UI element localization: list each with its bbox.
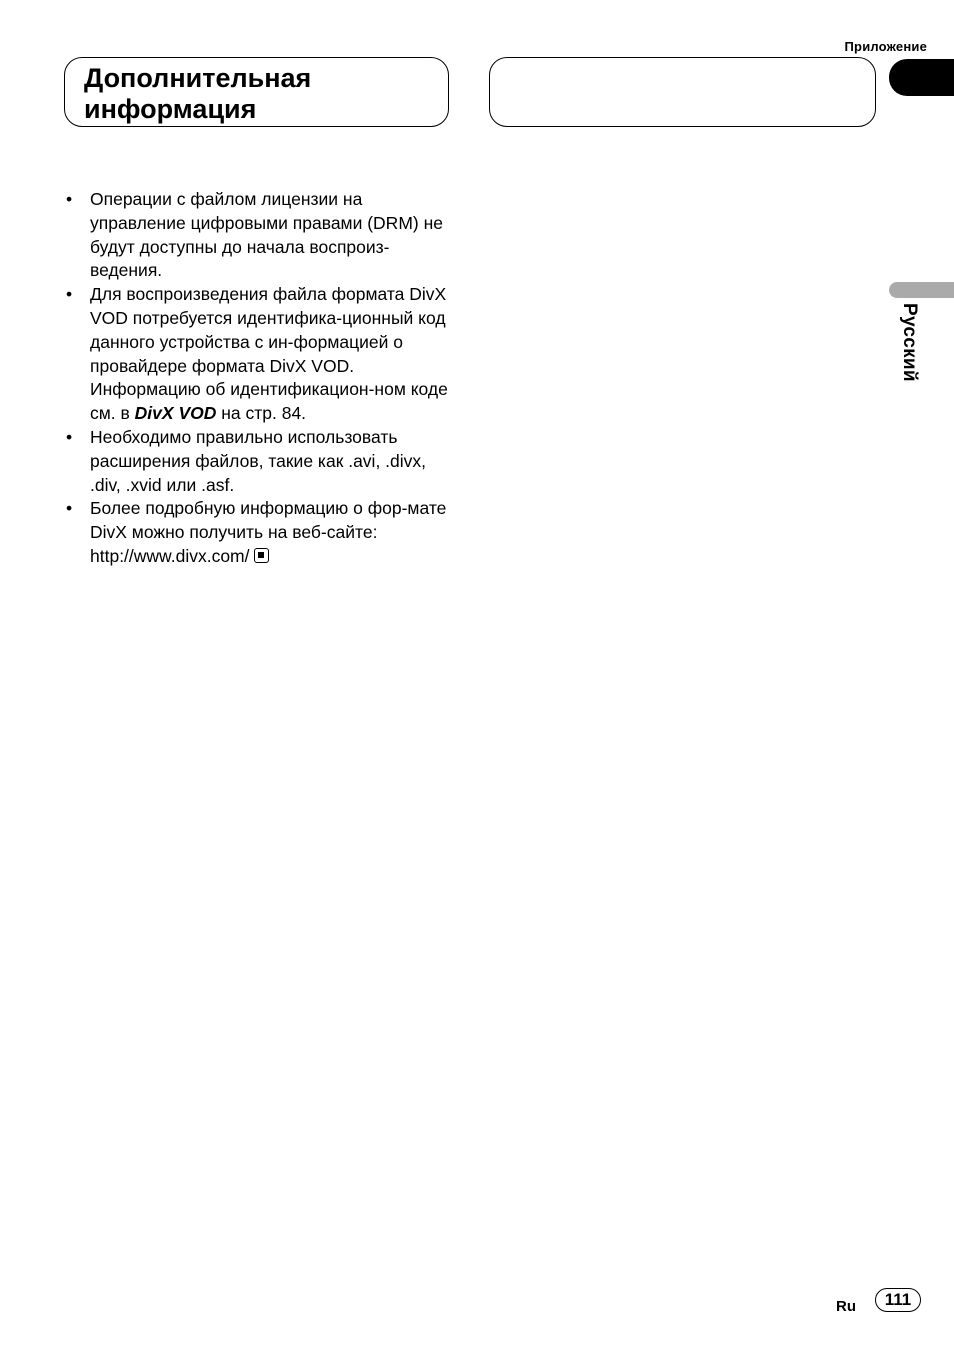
reference-emphasis: DivX VOD [134,403,217,424]
bullet-icon: • [66,284,73,305]
end-mark-icon [254,548,269,563]
empty-header-box [489,57,876,127]
bullet-text: Более подробную информацию о фор-мате DivX можно получить на веб-сайте: http://www.divx.com/ [90,498,447,566]
bullet-text-tail: на стр. 84. [216,403,307,424]
page-number: 111 [875,1288,921,1312]
bullet-icon: • [66,498,73,519]
bullet-text: Операции с файлом лицензии на управление цифровыми правами (DRM) не будут доступны до начала воспроиз-ведения. [90,189,443,281]
language-label: Русский [899,303,920,382]
language-tab-marker [889,282,954,298]
bullet-list [64,188,454,569]
page-title: Дополнительная информация [84,63,312,124]
title-box [64,57,449,127]
list-item [64,283,454,426]
section-label: Приложение [844,39,927,54]
list-item [64,497,454,568]
bullet-icon: • [66,426,73,447]
bullet-text: Необходимо правильно использовать расширения файлов, такие как .avi, .divx, .div, .xvid или .asf. [90,426,427,495]
chapter-tab [889,59,954,96]
footer-language-code: Ru [836,1298,856,1315]
bullet-text: Для воспроизведения файла формата DivX VOD потребуется идентифика-ционный код данного устройства с ин-формацией о провайдере формата DivX VOD. Информацию об идентификацион-ном коде см. в [90,284,448,424]
list-item [64,426,454,497]
bullet-icon: • [66,189,73,209]
list-item [64,188,454,283]
